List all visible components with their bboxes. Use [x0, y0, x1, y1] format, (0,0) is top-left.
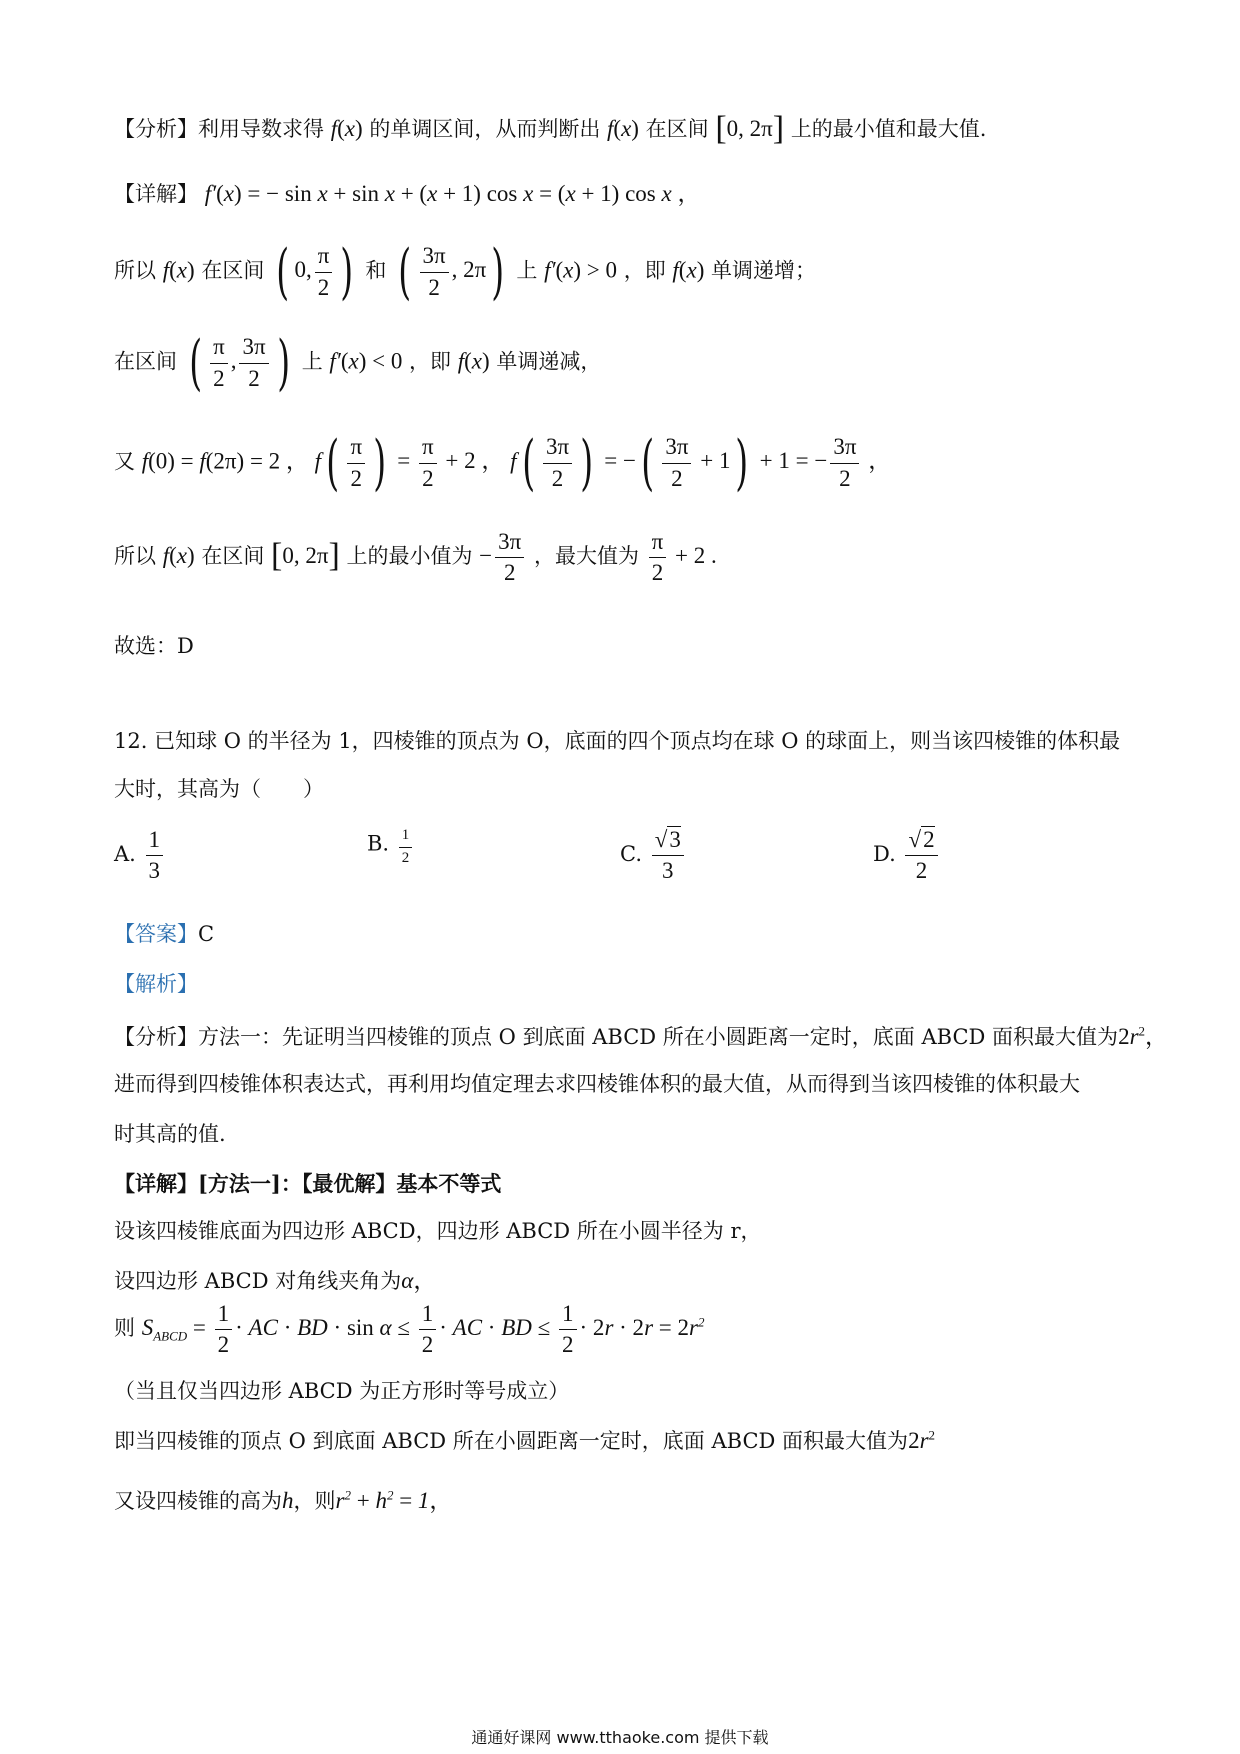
option-label: C. — [620, 841, 642, 866]
analysis-method1-line3: 时其高的值. — [114, 1122, 226, 1146]
math-alpha: α， — [401, 1268, 437, 1293]
analysis-line — [114, 110, 987, 148]
detail-line-5 — [114, 1425, 935, 1455]
math-fx: f(x) — [457, 348, 490, 374]
option-b-value: $\frac{1}{2}$ — [396, 839, 416, 855]
math-interval: [0, 2π] — [715, 110, 785, 147]
text: ，最大值为 — [533, 543, 639, 568]
math-fx: f(x) — [162, 257, 195, 283]
question-12-line-1: 12. 已知球 O 的半径为 1，四棱锥的顶点为 O，底面的四个顶点均在球 O 的球面上，则当该四棱锥的体积最 — [114, 729, 1121, 753]
math-values: f(0) = f(2π) = 2 ， f( $\frac{\pi}{2}$ ) = $\frac{\pi}{2}$ + 2 ， f( $\frac{3\pi}{2}$ ) = −( $\frac{3\pi}{2}$ + 1) + 1 = − $\frac{3\pi}{2}$ ， — [141, 428, 892, 498]
math-min: − $\frac{3\pi}{2}$ — [479, 543, 527, 568]
math-r2h2: $r^2 + h^2 = 1$， — [335, 1487, 453, 1513]
math-interval-3: ( $\frac{\pi}{2}$ , $\frac{3\pi}{2}$ ) — [188, 328, 290, 398]
math-2r2: $2r^2$ — [908, 1427, 936, 1453]
increasing-line — [114, 237, 817, 307]
text: ，即 — [623, 258, 666, 283]
math-interval-1: ( 0, $\frac{\pi}{2}$ ) — [276, 237, 354, 307]
detail-area-inequality — [114, 1302, 704, 1357]
text: 设四边形 ABCD 对角线夹角为 — [114, 1269, 402, 1293]
answer-line — [114, 918, 214, 948]
option-d — [873, 828, 941, 883]
text: 单调递增； — [711, 258, 817, 283]
math-interval-2: ( $\frac{3\pi}{2}$ , 2π) — [398, 237, 505, 307]
math-fx: f(x) — [162, 542, 195, 568]
option-d-value: $\frac{√2}{2}$ — [902, 841, 940, 866]
text: 上 — [516, 258, 538, 283]
text: 的单调区间，从而判断出 — [369, 117, 601, 141]
math-derivative-negative: f′(x) < 0 — [329, 348, 403, 374]
option-a — [114, 828, 166, 883]
math-derivative-positive: f′(x) > 0 — [544, 257, 618, 283]
text: 又设四棱锥的高为 — [114, 1489, 282, 1513]
text: 和 — [365, 258, 387, 283]
option-c — [620, 828, 687, 883]
detail-line-1: 设该四棱锥底面为四边形 ABCD，四边形 ABCD 所在小圆半径为 r， — [114, 1219, 762, 1243]
math-area-bound: $S_{ABCD}$ = $\frac{1}{2}$ · AC · BD · sin α ≤ $\frac{1}{2}$ · AC · BD ≤ $\frac{1}{2}$ · $2r \cdot 2r = 2r^2$ — [141, 1301, 705, 1358]
math-fx: f(x) — [330, 116, 363, 141]
option-a-value: $\frac{1}{3}$ — [143, 841, 167, 866]
detail-line-6 — [114, 1482, 452, 1515]
decreasing-line — [114, 328, 602, 398]
text: 上的最小值和最大值. — [790, 117, 987, 141]
text: 在区间 — [201, 258, 265, 283]
text: ，即 — [409, 349, 452, 374]
jiexi-tag: 【解析】 — [114, 972, 198, 996]
text: 【详解】 — [114, 182, 198, 206]
detail-line-4: （当且仅当四边形 ABCD 为正方形时等号成立） — [114, 1379, 570, 1403]
math-h: h — [282, 1488, 294, 1513]
option-label: B. — [367, 831, 390, 856]
text: 【分析】方法一：先证明当四棱锥的顶点 O 到底面 ABCD 所在小圆距离一定时，底面 ABCD 面积最大值为 — [114, 1025, 1119, 1049]
analysis-method1-line2: 进而得到四棱锥体积表达式，再利用均值定理去求四棱锥体积的最大值，从而得到当该四棱锥的体积最大 — [114, 1072, 1080, 1096]
detail-derivative-line — [114, 175, 700, 208]
footer: 通通好课网 www.tthaoke.com 提供下载 — [471, 1728, 769, 1747]
option-b — [367, 828, 415, 867]
option-c-value: $\frac{√3}{3}$ — [649, 841, 687, 866]
text: 上的最小值为 — [346, 543, 473, 568]
answer-value: C — [198, 922, 215, 946]
math-fx: f(x) — [607, 116, 639, 141]
math-fx: f(x) — [672, 257, 705, 283]
option-label: A. — [114, 841, 136, 866]
text: 上 — [301, 349, 323, 374]
text: ，则 — [293, 1489, 336, 1513]
text: 在区间 — [114, 349, 177, 374]
text: 又 — [114, 449, 135, 474]
text: 所以 — [114, 543, 156, 568]
text: 【分析】利用导数求得 — [114, 117, 324, 141]
text: 则 — [114, 1315, 135, 1340]
text: 单调递减， — [496, 349, 602, 374]
math-interval: [0, 2π] — [271, 536, 340, 574]
minmax-line — [114, 530, 717, 585]
choice-line: 故选：D — [114, 634, 194, 658]
detail-heading: 【详解】[方法一]：【最优解】基本不等式 — [114, 1171, 502, 1196]
math-2r2: $2r^2$， — [1118, 1023, 1169, 1049]
detail-line-2 — [114, 1262, 436, 1295]
question-12-line-2: 大时，其高为（ ） — [114, 777, 324, 801]
math-max: $\frac{\pi}{2}$ + 2 . — [646, 543, 717, 568]
text: 在区间 — [201, 543, 265, 568]
answer-tag: 【答案】 — [114, 922, 198, 946]
text: 所以 — [114, 258, 156, 283]
option-label: D. — [873, 841, 896, 866]
text: 在区间 — [645, 117, 709, 141]
values-line — [114, 428, 892, 498]
text: 即当四棱锥的顶点 O 到底面 ABCD 所在小圆距离一定时，底面 ABCD 面积最大值为 — [114, 1429, 909, 1453]
math-derivative: f′(x) = − sin x + sin x + (x + 1) cos x = (x + 1) cos x ， — [204, 181, 701, 206]
analysis-method1-line1 — [114, 1018, 1168, 1051]
